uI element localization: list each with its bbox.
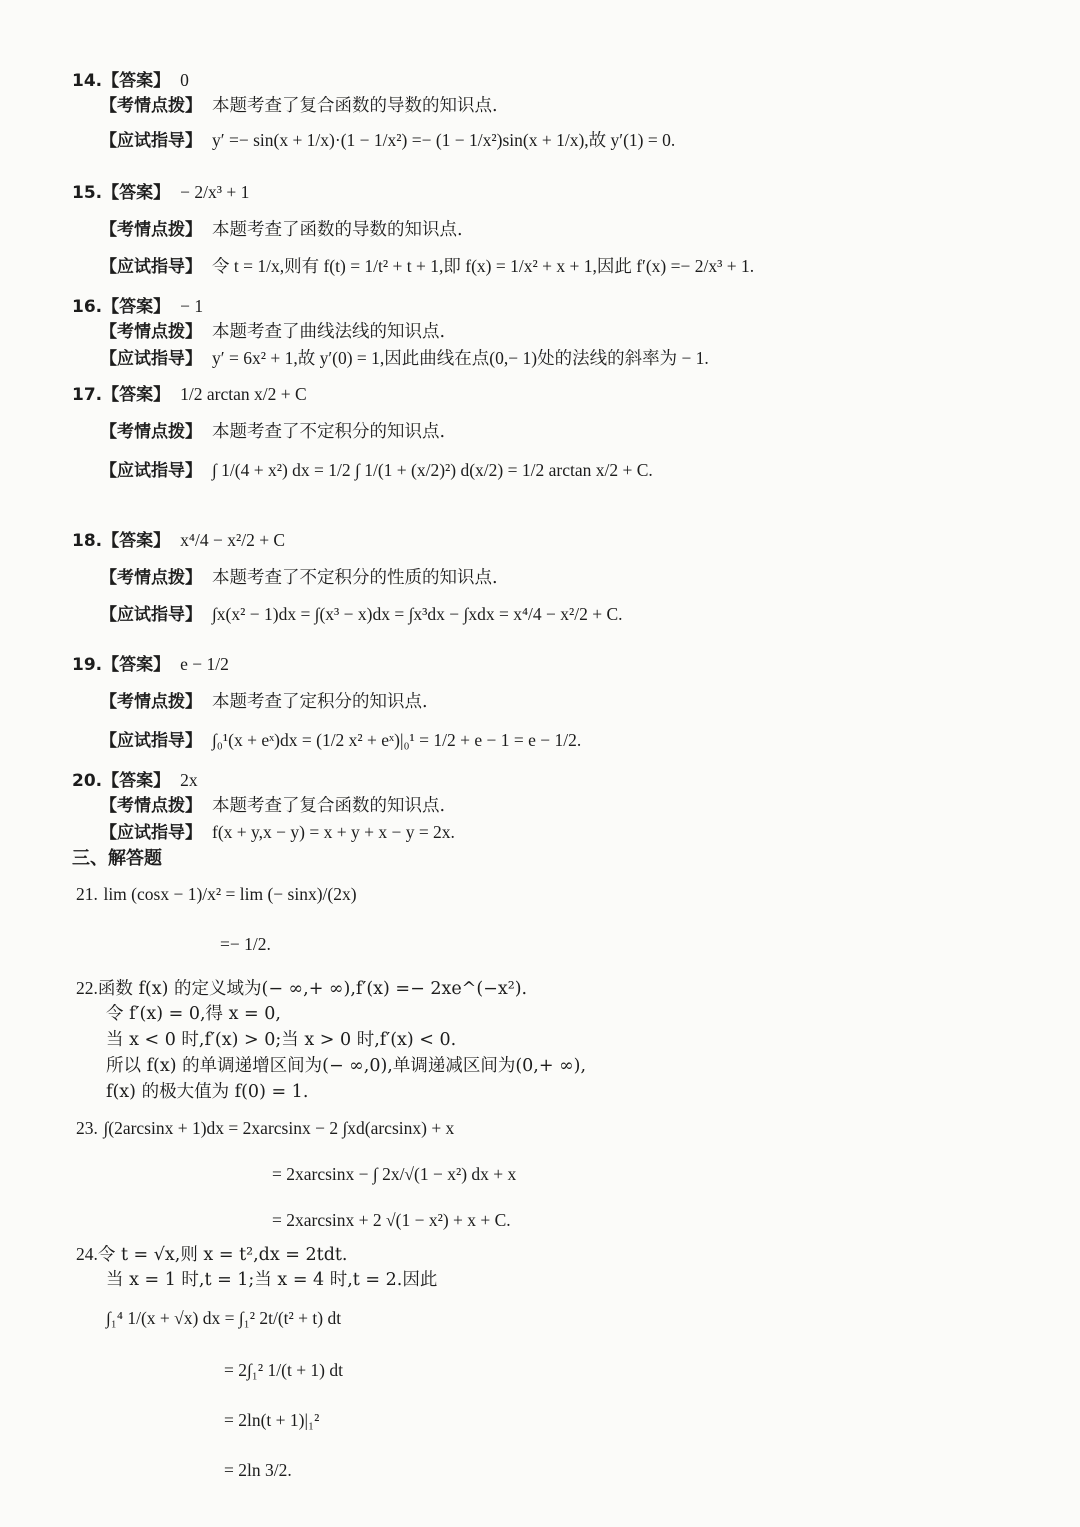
q15-answer	[72, 184, 249, 203]
q18-answer-label: 【答案】	[102, 531, 171, 551]
q24-line-2: 当 x = 1 时,t = 1;当 x = 4 时,t = 2.因此	[106, 1270, 438, 1290]
q14-key-points-label: 【考情点拨】	[100, 96, 202, 116]
q15-guide-label: 【应试指导】	[100, 257, 202, 277]
q17-key-points-text: 本题考查了不定积分的知识点.	[212, 422, 446, 442]
q18-answer-value: x⁴/4 − x²/2 + C	[180, 530, 286, 550]
q23-line-1	[76, 1120, 454, 1139]
q24-substitution: 令 t = √x,则 x = t²,dx = 2tdt.	[97, 1245, 348, 1265]
q17-guide	[100, 462, 653, 481]
q14-answer-value: 0	[180, 70, 189, 90]
q14-guide	[100, 132, 675, 151]
q22-line-1	[76, 980, 527, 999]
q20-answer	[72, 772, 198, 791]
q24-line-3: ∫₁⁴ 1/(x + √x) dx = ∫₁² 2t/(t² + t) dt	[106, 1308, 342, 1328]
q19-guide-text: ∫₀¹(x + eˣ)dx = (1/2 x² + eˣ)|₀¹ = 1/2 + e − 1 = e − 1/2.	[212, 730, 582, 750]
q17-guide-label: 【应试指导】	[100, 461, 202, 481]
q16-key-points	[100, 324, 445, 342]
q14-number: 14.	[72, 71, 103, 91]
section-heading: 三、解答题	[72, 848, 162, 869]
q14-key-points	[100, 98, 498, 116]
q19-answer	[72, 656, 229, 675]
q16-guide	[100, 350, 709, 369]
q22-line-2: 令 f′(x) = 0,得 x = 0,	[106, 1004, 281, 1024]
q24-line-1	[76, 1246, 348, 1265]
q19-key-points	[100, 694, 428, 712]
q20-key-points	[100, 798, 445, 816]
q15-guide-text: 令 t = 1/x,则有 f(t) = 1/t² + t + 1,即 f(x) = 1/x² + x + 1,因此 f′(x) =− 2/x³ + 1.	[212, 256, 755, 276]
q17-key-points	[100, 424, 445, 442]
q19-answer-label: 【答案】	[102, 655, 171, 675]
q15-key-points-text: 本题考查了函数的导数的知识点.	[212, 220, 463, 240]
q17-guide-text: ∫ 1/(4 + x²) dx = 1/2 ∫ 1/(1 + (x/2)²) d(x/2) = 1/2 arctan x/2 + C.	[212, 460, 653, 480]
q15-number: 15.	[72, 183, 103, 203]
q19-guide-label: 【应试指导】	[100, 731, 202, 751]
q18-guide	[100, 606, 623, 625]
q22-line-4: 所以 f(x) 的单调递增区间为(− ∞,0),单调递减区间为(0,+ ∞),	[106, 1056, 587, 1076]
q18-key-points-text: 本题考查了不定积分的性质的知识点.	[212, 568, 498, 588]
q22-domain-text: 函数 f(x) 的定义域为(− ∞,+ ∞),f′(x) =− 2xe^(−x²).	[97, 979, 528, 999]
q19-guide	[100, 732, 581, 751]
q16-guide-label: 【应试指导】	[100, 349, 202, 369]
q16-answer-label: 【答案】	[102, 297, 171, 317]
q14-guide-label: 【应试指导】	[100, 131, 202, 151]
q16-answer-value: − 1	[180, 296, 204, 316]
q20-guide-text: f(x + y,x − y) = x + y + x − y = 2x.	[212, 822, 455, 842]
q15-answer-label: 【答案】	[102, 183, 171, 203]
q14-guide-text: y′ =− sin(x + 1/x)·(1 − 1/x²) =− (1 − 1/x²)sin(x + 1/x),故 y′(1) = 0.	[212, 130, 676, 150]
q17-key-points-label: 【考情点拨】	[100, 422, 202, 442]
q21-step-1: lim (cosx − 1)/x² = lim (− sinx)/(2x)	[103, 884, 357, 904]
q19-number: 19.	[72, 655, 103, 675]
q24-line-6: = 2ln 3/2.	[224, 1460, 292, 1480]
q21-line-2: =− 1/2.	[220, 934, 271, 954]
q15-answer-value: − 2/x³ + 1	[180, 182, 250, 202]
q18-guide-label: 【应试指导】	[100, 605, 202, 625]
q18-answer	[72, 532, 285, 551]
q16-number: 16.	[72, 297, 103, 317]
q22-number: 22.	[76, 978, 98, 998]
q20-guide	[100, 824, 455, 843]
q16-key-points-label: 【考情点拨】	[100, 322, 202, 342]
q15-key-points-label: 【考情点拨】	[100, 220, 202, 240]
q20-answer-label: 【答案】	[102, 771, 171, 791]
q17-answer-value: 1/2 arctan x/2 + C	[180, 384, 307, 404]
q16-key-points-text: 本题考查了曲线法线的知识点.	[212, 322, 446, 342]
q18-guide-text: ∫x(x² − 1)dx = ∫(x³ − x)dx = ∫x³dx − ∫xdx = x⁴/4 − x²/2 + C.	[212, 604, 623, 624]
q24-number: 24.	[76, 1244, 98, 1264]
q14-answer	[72, 72, 189, 91]
q24-line-4: = 2∫₁² 1/(t + 1) dt	[224, 1360, 343, 1380]
q15-key-points	[100, 222, 463, 240]
q15-guide	[100, 258, 754, 277]
q17-answer	[72, 386, 307, 405]
q23-number: 23.	[76, 1118, 98, 1138]
q21-line-1	[76, 886, 357, 905]
q20-answer-value: 2x	[180, 770, 198, 790]
q19-key-points-text: 本题考查了定积分的知识点.	[212, 692, 428, 712]
q24-line-5: = 2ln(t + 1)|₁²	[224, 1410, 320, 1430]
q21-number: 21.	[76, 884, 98, 904]
q19-key-points-label: 【考情点拨】	[100, 692, 202, 712]
q23-line-3: = 2xarcsinx + 2 √(1 − x²) + x + C.	[272, 1210, 511, 1230]
q20-key-points-label: 【考情点拨】	[100, 796, 202, 816]
q18-number: 18.	[72, 531, 103, 551]
q18-key-points-label: 【考情点拨】	[100, 568, 202, 588]
q22-line-3: 当 x < 0 时,f′(x) > 0;当 x > 0 时,f′(x) < 0.	[106, 1030, 457, 1050]
q23-line-2: = 2xarcsinx − ∫ 2x/√(1 − x²) dx + x	[272, 1164, 517, 1184]
q16-guide-text: y′ = 6x² + 1,故 y′(0) = 1,因此曲线在点(0,− 1)处的法线的斜率为 − 1.	[212, 348, 709, 368]
q20-key-points-text: 本题考查了复合函数的知识点.	[212, 796, 446, 816]
q22-line-5: f(x) 的极大值为 f(0) = 1.	[106, 1082, 309, 1102]
q14-key-points-text: 本题考查了复合函数的导数的知识点.	[212, 96, 498, 116]
q14-answer-label: 【答案】	[102, 71, 171, 91]
q20-guide-label: 【应试指导】	[100, 823, 202, 843]
q23-step-1: ∫(2arcsinx + 1)dx = 2xarcsinx − 2 ∫xd(arcsinx) + x	[103, 1118, 455, 1138]
q19-answer-value: e − 1/2	[180, 654, 229, 674]
q17-number: 17.	[72, 385, 103, 405]
q17-answer-label: 【答案】	[102, 385, 171, 405]
q20-number: 20.	[72, 771, 103, 791]
q18-key-points	[100, 570, 498, 588]
q16-answer	[72, 298, 203, 317]
